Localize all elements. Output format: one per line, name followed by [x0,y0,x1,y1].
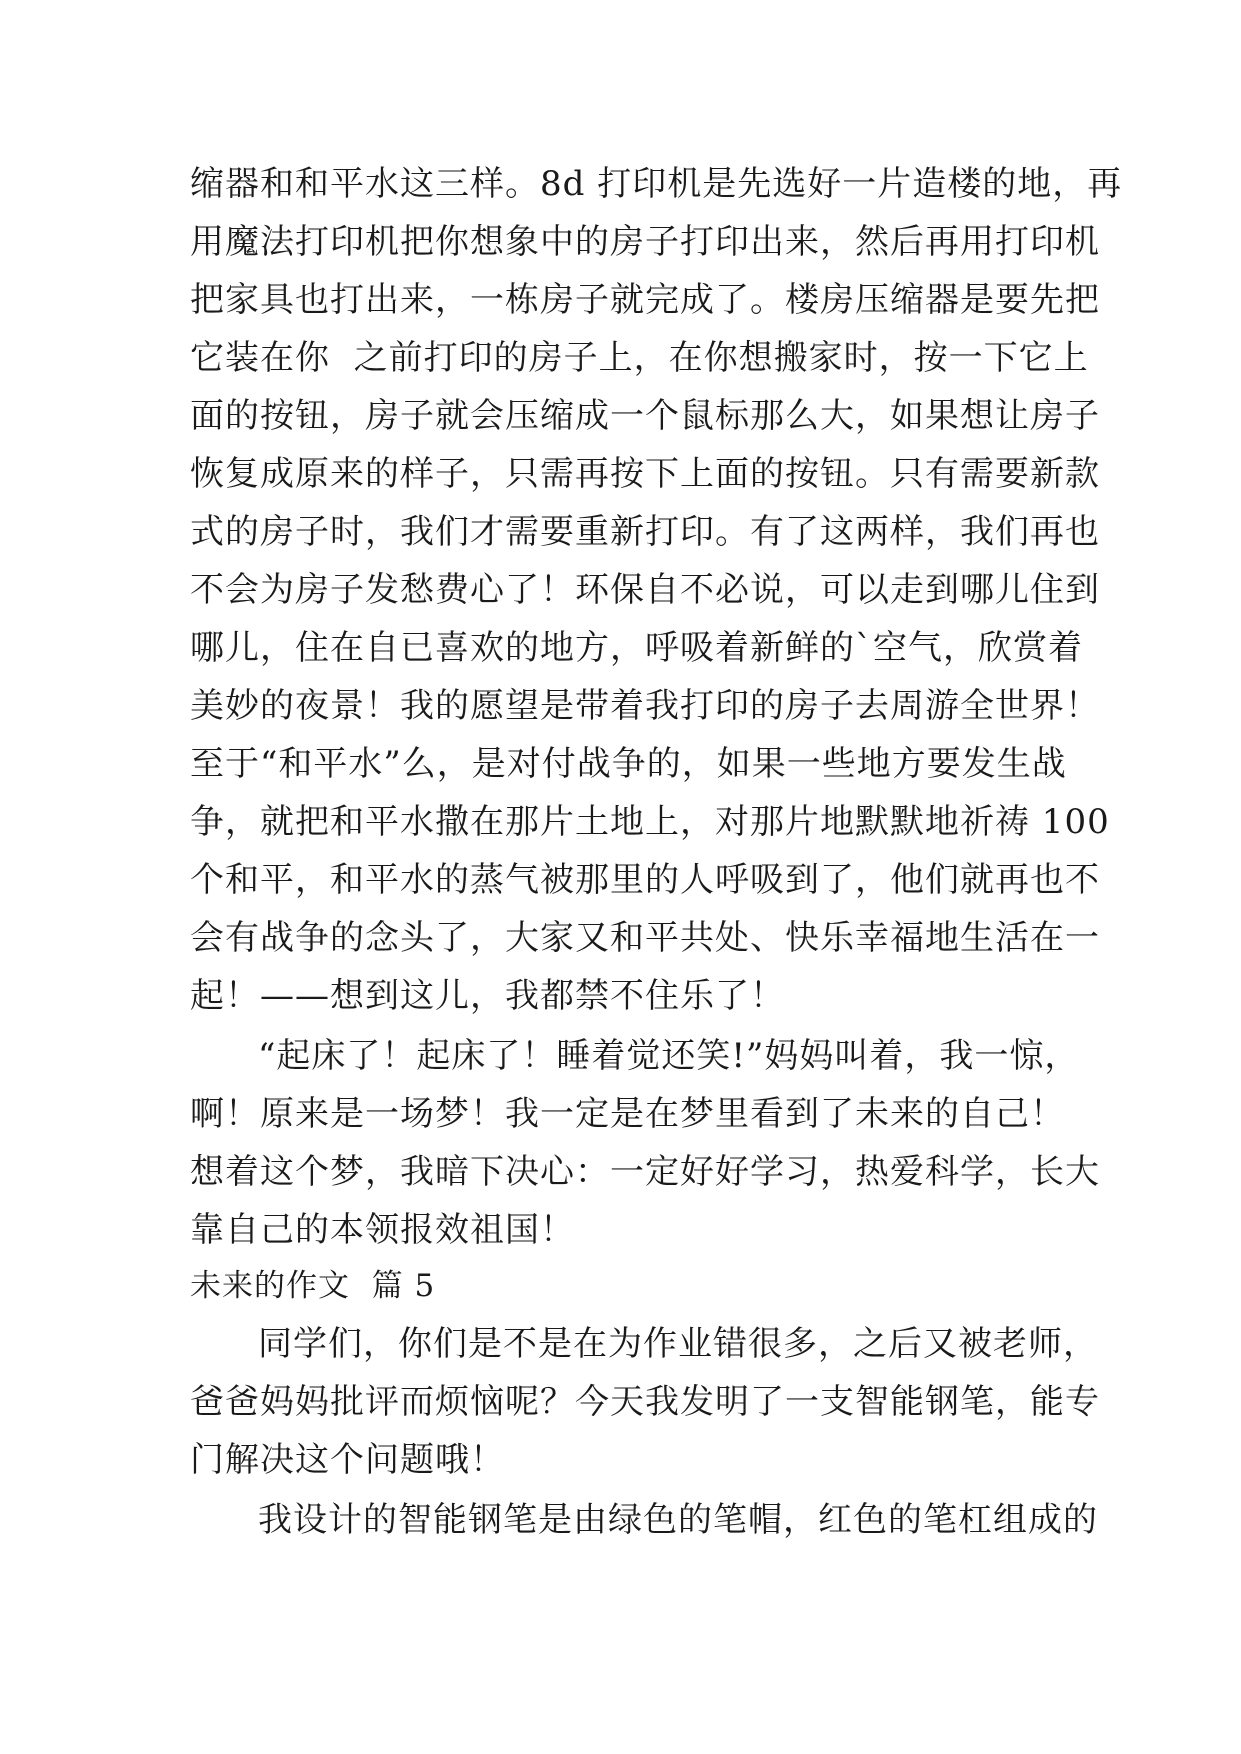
text-line: 争，就把和平水撒在那片土地上，对那片地默默地祈祷 100 [190,802,1110,842]
paragraph-first-line: 我设计的智能钢笔是由绿色的笔帽，红色的笔杠组成的 [258,1500,1098,1540]
text-line: 会有战争的念头了，大家又和平共处、快乐幸福地生活在一 [190,918,1100,958]
text-line: 靠自己的本领报效祖国！ [190,1210,575,1250]
text-line: 式的房子时，我们才需要重新打印。有了这两样，我们再也 [190,512,1100,552]
text-line: 不会为房子发愁费心了！环保自不必说，可以走到哪儿住到 [190,570,1100,610]
text-line: 恢复成原来的样子，只需再按下上面的按钮。只有需要新款 [190,454,1100,494]
text-line: 哪儿，住在自已喜欢的地方，呼吸着新鲜的`空气，欣赏着 [190,628,1083,668]
text-line: 起！——想到这儿，我都禁不住乐了！ [190,976,785,1016]
text-line: 把家具也打出来，一栋房子就完成了。楼房压缩器是要先把 [190,280,1100,320]
text-line: 它装在你 之前打印的房子上，在你想搬家时，按一下它上 [190,338,1089,378]
section-heading: 未来的作文 篇 5 [190,1268,436,1304]
text-line: 个和平，和平水的蒸气被那里的人呼吸到了，他们就再也不 [190,860,1100,900]
text-line: 美妙的夜景！我的愿望是带着我打印的房子去周游全世界！ [190,686,1100,726]
text-line: 啊！原来是一场梦！我一定是在梦里看到了未来的自己！ [190,1094,1065,1134]
text-line: 面的按钮，房子就会压缩成一个鼠标那么大，如果想让房子 [190,396,1100,436]
text-line: 想着这个梦，我暗下决心：一定好好学习，热爱科学，长大 [190,1152,1100,1192]
text-line: 至于“和平水”么，是对付战争的，如果一些地方要发生战 [190,744,1067,784]
text-line: 用魔法打印机把你想象中的房子打印出来，然后再用打印机 [190,222,1100,262]
text-line: 缩器和和平水这三样。8d 打印机是先选好一片造楼的地，再 [190,164,1123,204]
text-line: 爸爸妈妈批评而烦恼呢？今天我发明了一支智能钢笔，能专 [190,1382,1100,1422]
paragraph-first-line: “起床了！起床了！睡着觉还笑!”妈妈叫着，我一惊， [258,1036,1080,1076]
paragraph-first-line: 同学们，你们是不是在为作业错很多，之后又被老师， [258,1324,1098,1364]
text-line: 门解决这个问题哦！ [190,1440,505,1480]
